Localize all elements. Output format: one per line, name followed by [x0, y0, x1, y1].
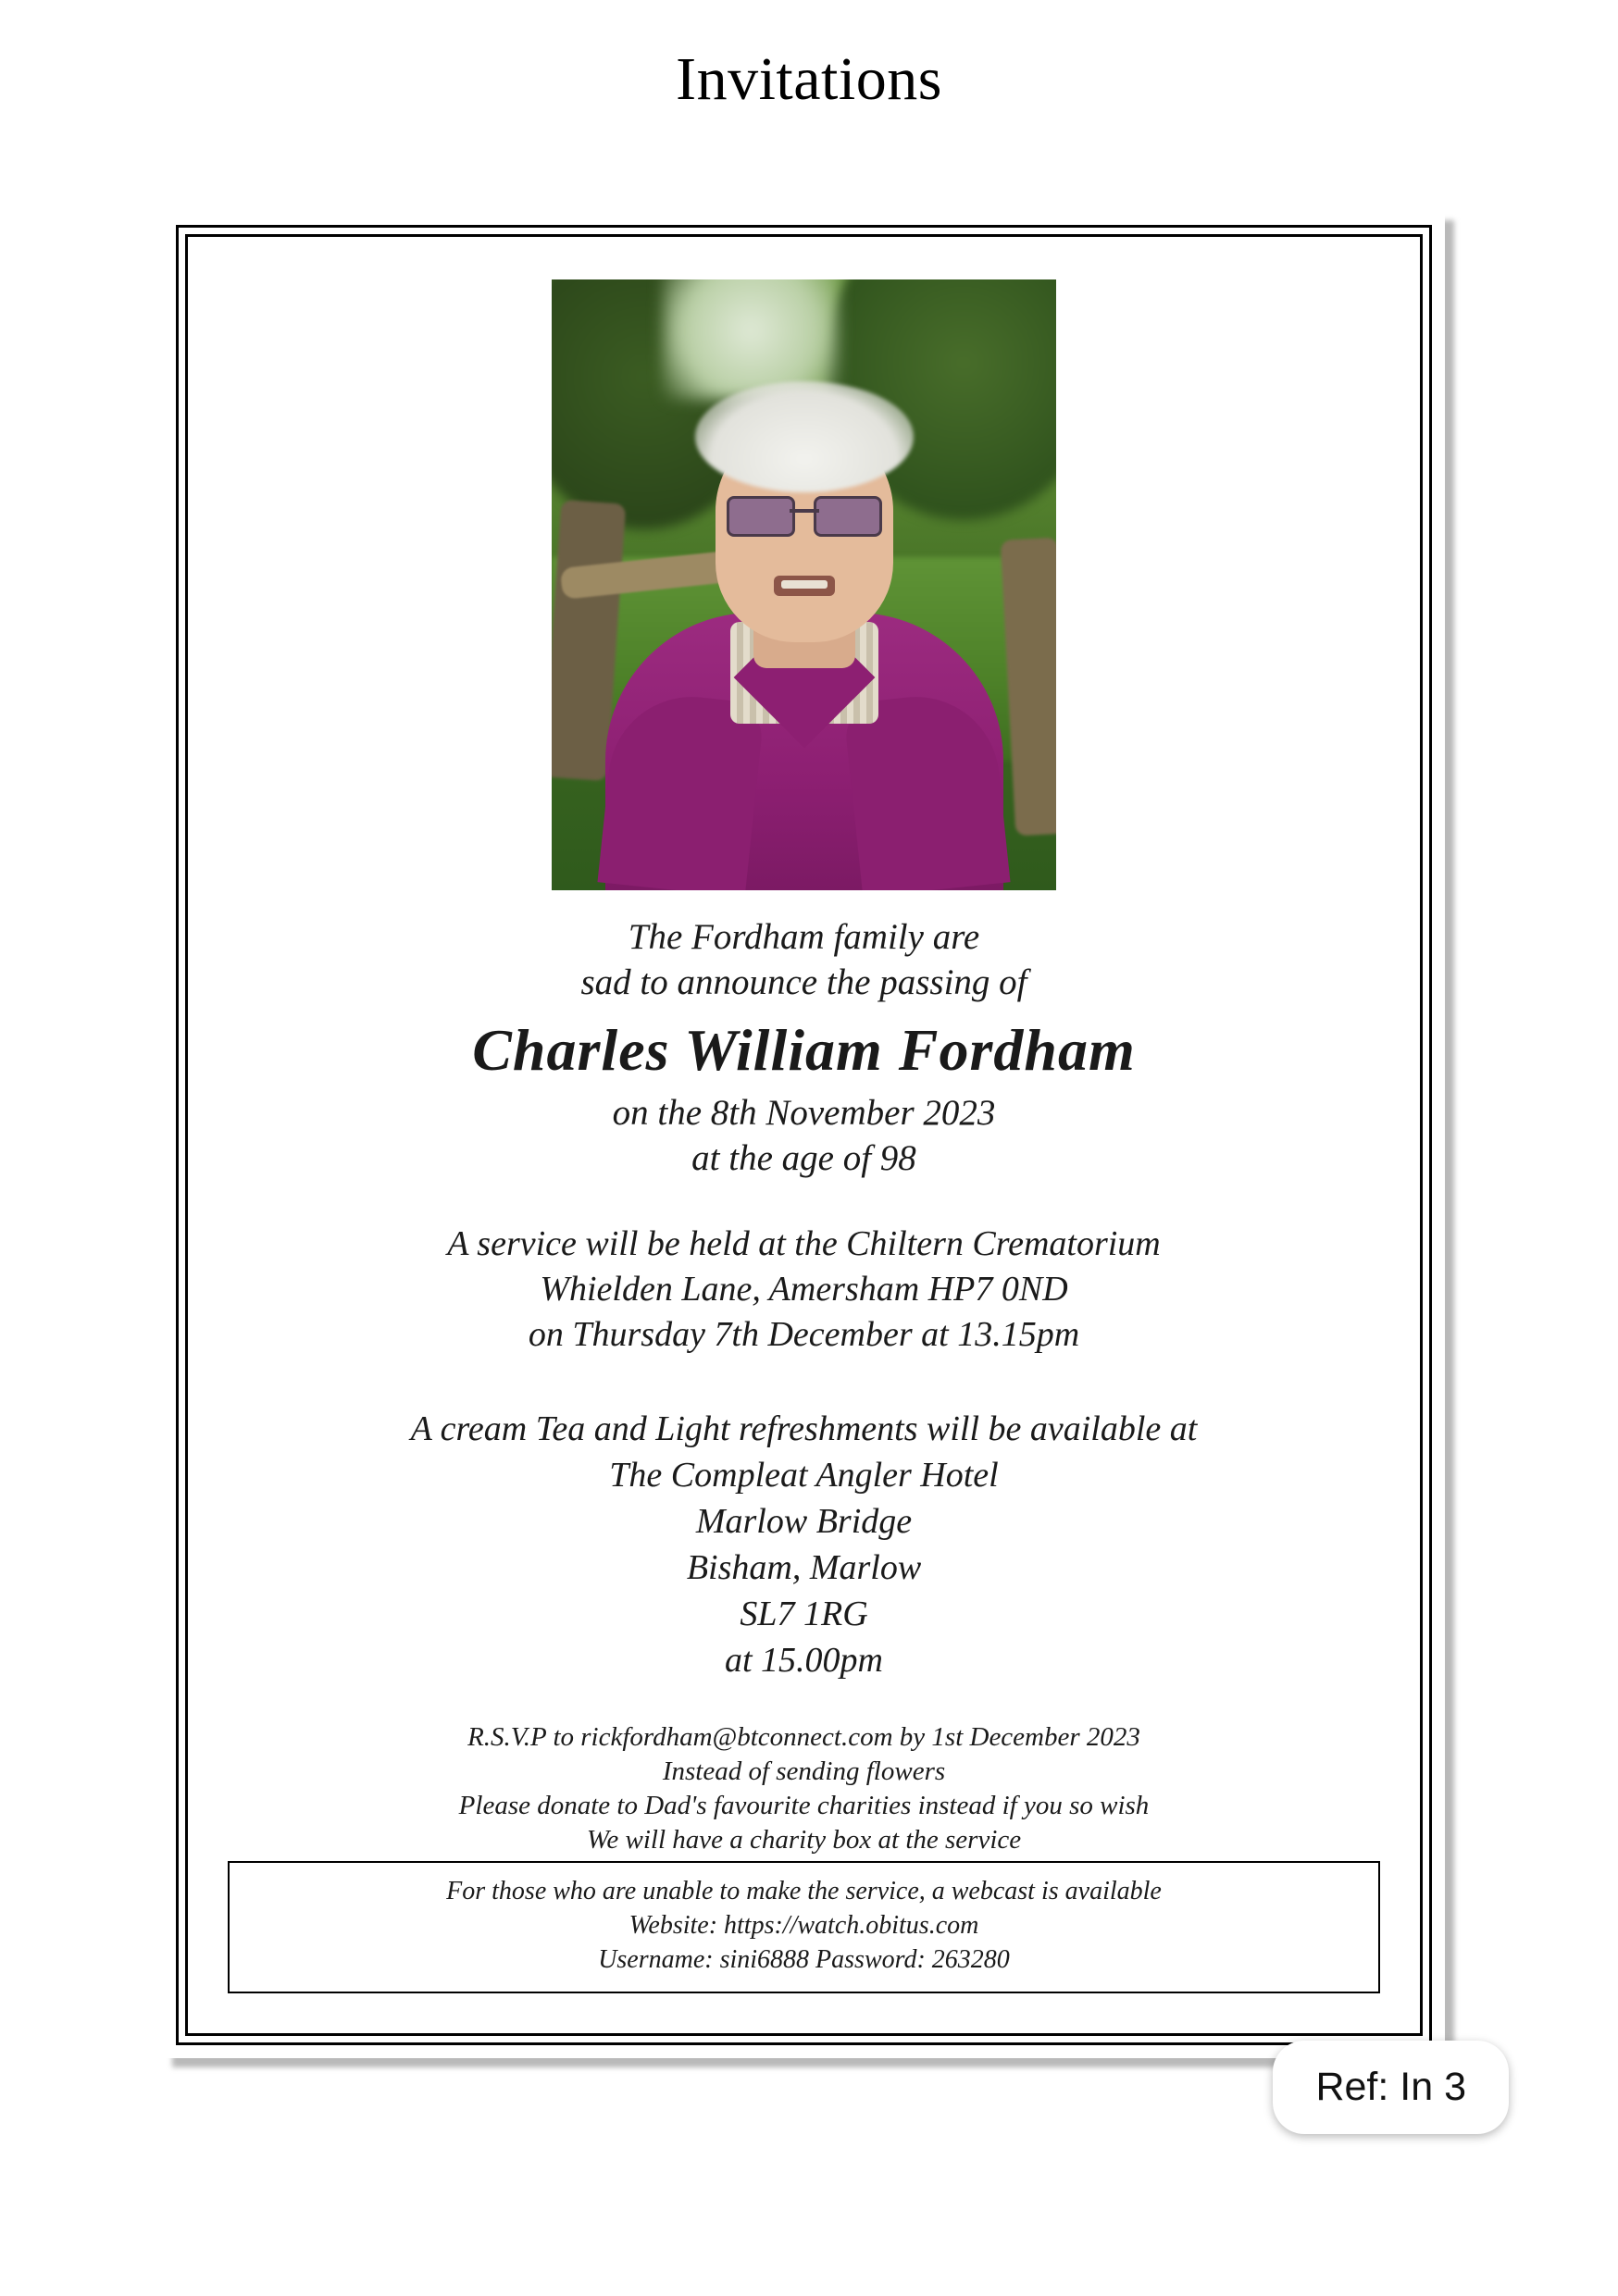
glasses-lens-right	[814, 496, 882, 537]
glasses-bridge	[790, 509, 819, 513]
webcast-line: Website: https://watch.obitus.com	[629, 1911, 979, 1940]
refreshments-line: Marlow Bridge	[695, 1502, 913, 1541]
webcast-line: Username: sini6888 Password: 263280	[598, 1945, 1010, 1974]
service-details	[200, 1222, 1408, 1358]
webcast-line: For those who are unable to make the service, a webcast is available	[446, 1877, 1162, 1905]
rsvp-line: R.S.V.P to rickfordham@btconnect.com by 1st December 2023	[467, 1722, 1140, 1752]
refreshments-line: A cream Tea and Light refreshments will be available at	[410, 1409, 1198, 1448]
webcast-details	[228, 1861, 1380, 1993]
refreshments-line: SL7 1RG	[740, 1595, 868, 1633]
page-title: Invitations	[676, 45, 942, 113]
deceased-name: Charles William Fordham	[472, 1017, 1136, 1083]
glasses-icon	[727, 496, 882, 533]
date-of-passing: on the 8th November 2023	[612, 1093, 996, 1133]
service-line: on Thursday 7th December at 13.15pm	[528, 1315, 1080, 1354]
rsvp-line: We will have a charity box at the service	[586, 1825, 1022, 1855]
fence-post-right	[1001, 538, 1056, 837]
refreshments-line: at 15.00pm	[725, 1641, 883, 1680]
rsvp-details	[200, 1720, 1408, 1857]
invitation-content	[200, 248, 1408, 2021]
intro-line-1: The Fordham family are	[628, 917, 980, 957]
rsvp-line: Please donate to Dad's favourite charities instead if you so wish	[458, 1791, 1150, 1820]
teeth	[781, 580, 828, 589]
glasses-lens-left	[727, 496, 795, 537]
age-line: at the age of 98	[691, 1138, 916, 1178]
intro-line-2: sad to announce the passing of	[580, 962, 1027, 1002]
hair	[695, 381, 914, 492]
intro-block	[200, 914, 1408, 1005]
date-block	[200, 1090, 1408, 1181]
refreshments-details	[200, 1406, 1408, 1683]
refreshments-line: Bisham, Marlow	[686, 1548, 922, 1587]
rsvp-line: Instead of sending flowers	[662, 1756, 946, 1786]
portrait-photo	[552, 279, 1056, 890]
refreshments-line: The Compleat Angler Hotel	[609, 1456, 999, 1495]
service-line: A service will be held at the Chiltern Crematorium	[447, 1224, 1161, 1263]
service-line: Whielden Lane, Amersham HP7 0ND	[540, 1270, 1068, 1309]
reference-badge: Ref: In 3	[1273, 2041, 1509, 2134]
